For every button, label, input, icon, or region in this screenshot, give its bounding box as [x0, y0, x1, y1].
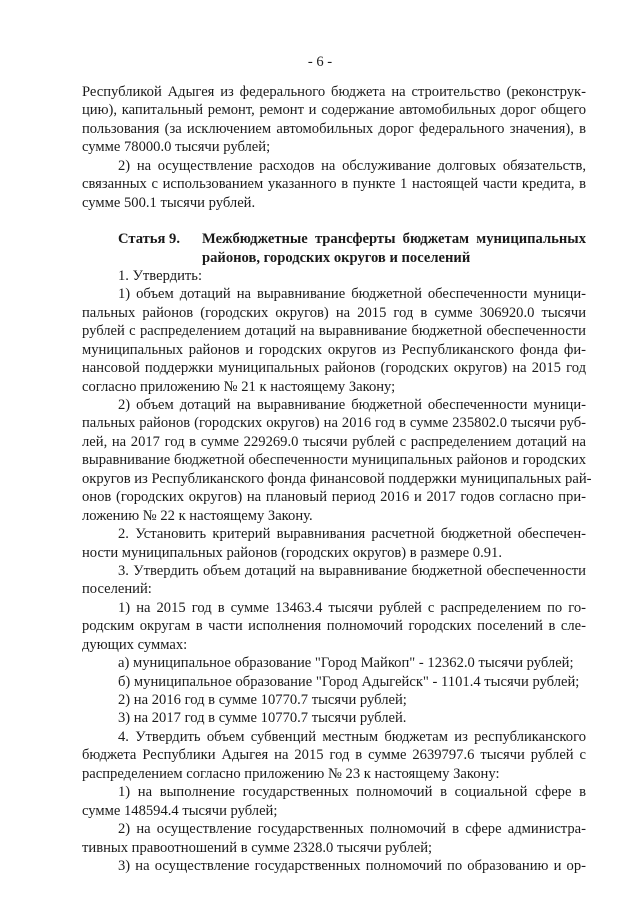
text-line: сумме 500.1 тысячи рублей. [82, 194, 256, 211]
text-line: выравнивание бюджетной обеспеченности муниципальных районов и городских [82, 452, 586, 469]
text-line: 2. Установить критерий выравнивания расчетной бюджетной обеспечен- [118, 526, 586, 543]
text-line: 1) на выполнение государственных полномочий в социальной сфере в [118, 784, 586, 801]
text-line: округов из Республиканского фонда финансовой поддержки муниципальных рай- [82, 470, 592, 487]
text-line: онов (городских округов) на плановый период 2016 и 2017 годов согласно при- [82, 489, 586, 506]
text-line: пальных районов (городских округов) на 2015 год в сумме 306920.0 тысячи [82, 304, 586, 321]
article-label: Статья 9. [118, 231, 180, 248]
text-line: Республикой Адыгея из федерального бюджета на строительство (реконструк- [82, 84, 586, 100]
text-line: рублей с распределением дотаций на выравнивание бюджетной обеспеченности [82, 323, 586, 340]
text-line: муниципальных районов и городских округов из Республиканского фонда фи- [82, 341, 586, 358]
text-line: тивных правоотношений в сумме 2328.0 тысячи рублей; [82, 839, 433, 856]
text-line: пользования (за исключением автомобильных дорог федерального значения), в [82, 120, 586, 137]
text-line: цию), капитальный ремонт, ремонт и содержание автомобильных дорог общего [82, 102, 586, 119]
text-line: 3) на 2017 год в сумме 10770.7 тысячи рублей. [118, 710, 407, 727]
text-line: 1) на 2015 год в сумме 13463.4 тысячи рублей с распределением по го- [118, 599, 586, 616]
page-number: - 6 - [307, 54, 333, 70]
text-line: 2) на 2016 год в сумме 10770.7 тысячи рублей; [118, 692, 407, 708]
article-title-line-1: Межбюджетные трансферты бюджетам муниципальных [202, 231, 586, 248]
text-line: 3) на осуществление государственных полномочий по образованию и ор- [118, 857, 586, 874]
text-line: дующих суммах: [82, 636, 188, 653]
text-line: 2) на осуществление расходов на обслуживание долговых обязательств, [118, 157, 586, 174]
text-line: нансовой поддержки муниципальных районов (городских округов) на 2015 год [82, 360, 586, 377]
text-line: родским округам в части исполнения полномочий городских поселений в сле- [82, 618, 586, 635]
paragraph-block-top [82, 83, 586, 212]
article-title-line-2: районов, городских округов и поселений [202, 249, 471, 266]
text-line: лей, на 2017 год в сумме 229269.0 тысячи рублей с распределением дотаций на [82, 433, 586, 450]
text-line: а) муниципальное образование "Город Майкоп" - 12362.0 тысячи рублей; [118, 655, 574, 672]
text-line: ности муниципальных районов (городских округов) в размере 0.91. [82, 544, 502, 561]
text-line: согласно приложению № 21 к настоящему Закону; [82, 378, 396, 395]
text-line: 2) на осуществление государственных полномочий в сфере администра- [118, 821, 586, 838]
text-line: ложению № 22 к настоящему Закону. [82, 507, 313, 524]
text-line: 1. Утвердить: [118, 267, 203, 284]
article-heading [82, 230, 586, 248]
text-line: б) муниципальное образование "Город Адыгейск" - 1101.4 тысячи рублей; [118, 673, 580, 690]
text-line: распределением согласно приложению № 23 к настоящему Закону: [82, 765, 500, 782]
paragraph-block-body [82, 267, 592, 875]
spacer [82, 212, 586, 230]
text-line: 2) объем дотаций на выравнивание бюджетной обеспеченности муници- [118, 397, 586, 413]
text-line: поселений: [82, 581, 152, 598]
document-body [82, 83, 592, 875]
text-line: бюджета Республики Адыгея на 2015 год в сумме 2639797.6 тысячи рублей с [82, 747, 586, 764]
text-line: сумме 78000.0 тысячи рублей; [82, 139, 271, 156]
text-line: 4. Утвердить объем субвенций местным бюджетам из республиканского [118, 728, 586, 745]
text-line: 3. Утвердить объем дотаций на выравнивание бюджетной обеспеченности [118, 562, 586, 579]
text-line: связанных с использованием указанного в пункте 1 настоящей части кредита, в [82, 176, 586, 193]
text-line: пальных районов (городских округов) на 2016 год в сумме 235802.0 тысячи руб- [82, 415, 586, 432]
text-line: 1) объем дотаций на выравнивание бюджетной обеспеченности муници- [118, 286, 586, 303]
text-line: сумме 148594.4 тысячи рублей; [82, 802, 278, 819]
